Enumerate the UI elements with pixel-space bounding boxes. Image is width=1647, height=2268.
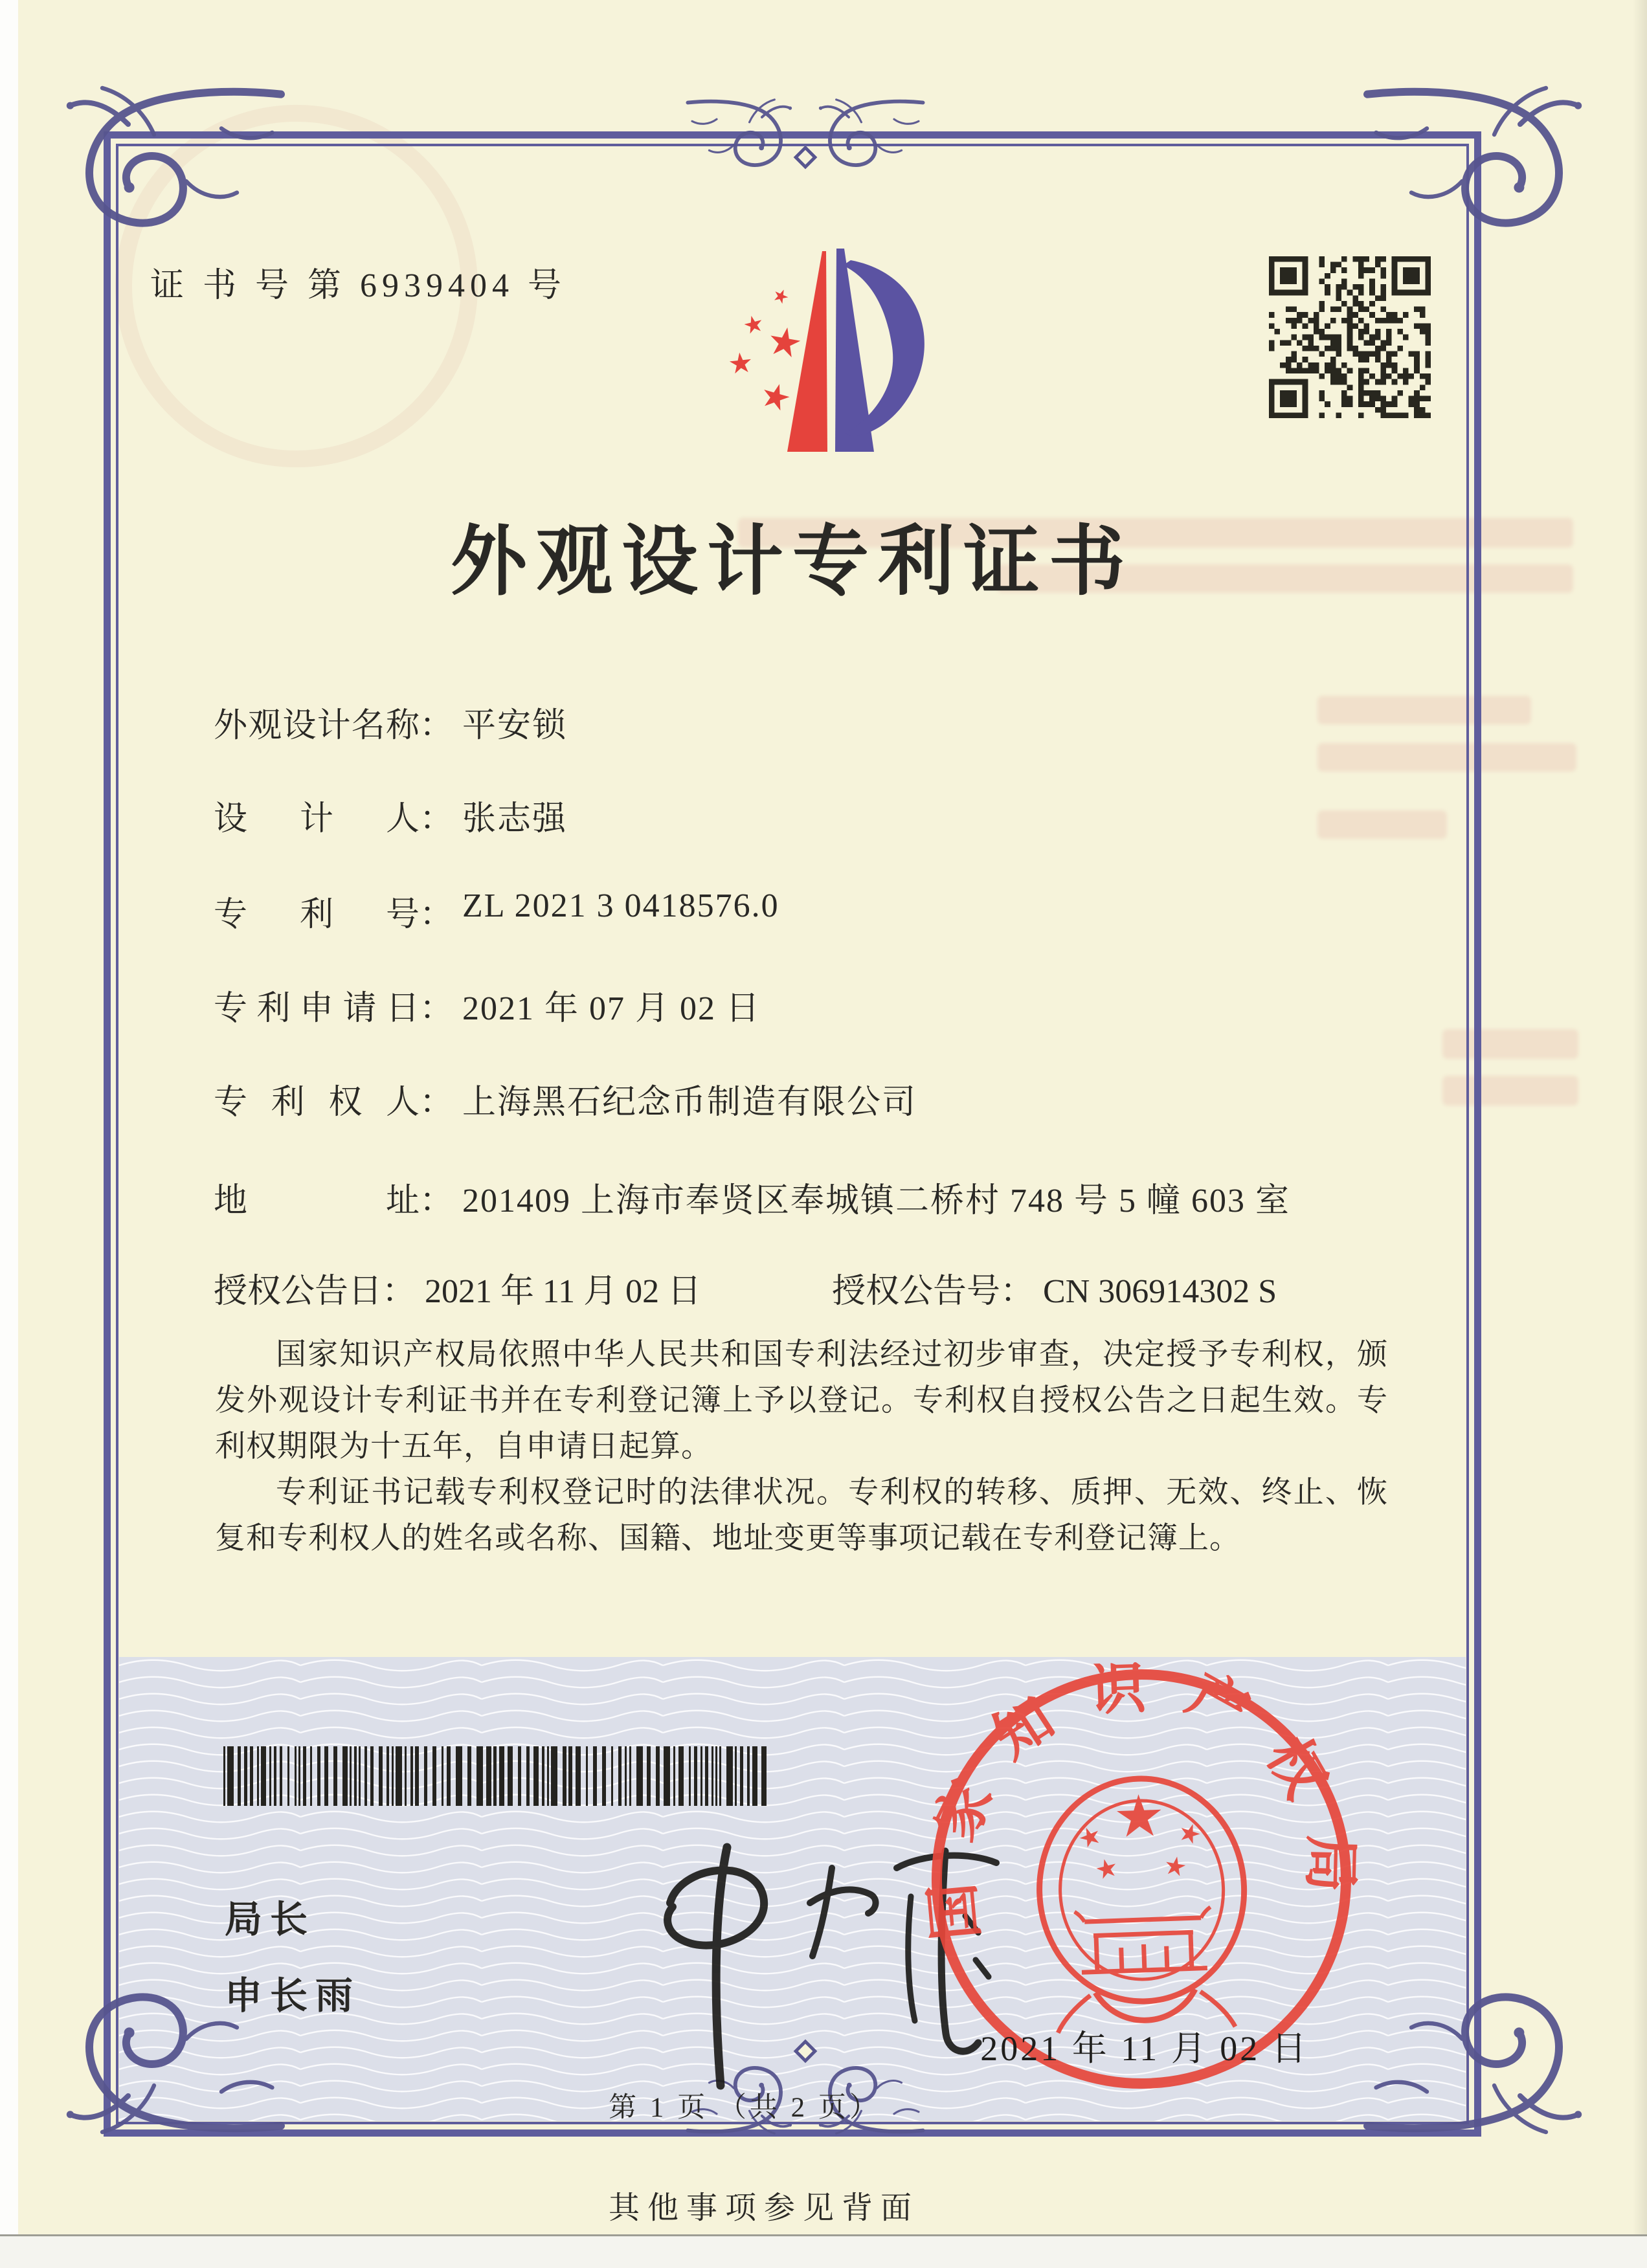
director-name: 申长雨 — [225, 1975, 361, 2017]
seal-ring-text: 国家知识产权局 — [918, 1656, 1362, 1943]
field-colon: ： — [1000, 1273, 1035, 1310]
qr-code-icon — [1269, 256, 1431, 418]
scan-edge-left — [0, 0, 18, 2268]
field-colon: ： — [420, 1084, 454, 1121]
svg-text:国家知识产权局 — [917, 1655, 1365, 1943]
field-label: 地 址 — [214, 1183, 420, 1219]
field-value: 上海黑石纪念币制造有限公司 — [462, 1084, 917, 1121]
certificate-number: 证 书 号 第 6939404 号 — [150, 267, 567, 304]
corner-flourish-top-right-icon — [1363, 83, 1584, 259]
grant-number-label: 授权公告号 — [832, 1273, 1001, 1310]
field-label: 专 利 权 人 — [214, 1084, 420, 1121]
back-note: 其他事项参见背面 — [608, 2191, 919, 2225]
grant-number-value: CN 306914302 S — [1043, 1273, 1277, 1310]
field-colon: ： — [420, 896, 454, 933]
field-value: 201409 上海市奉贤区奉城镇二桥村 748 号 5 幢 603 室 — [462, 1183, 1291, 1219]
grant-date-value: 2021 年 11 月 02 日 — [425, 1273, 702, 1310]
field-label: 设 计 人 — [214, 801, 420, 838]
field-label: 专 利 号 — [214, 896, 420, 933]
field-label: 专利申请日 — [214, 990, 420, 1027]
top-center-crest-icon — [675, 97, 804, 183]
field-label: 外观设计名称 — [214, 707, 420, 744]
field-row — [214, 1074, 917, 1121]
field-colon: ： — [420, 707, 454, 744]
seal-date: 2021 年 11 月 02 日 — [980, 2029, 1309, 2068]
field-row — [214, 1173, 1291, 1219]
field-value: 张志强 — [462, 801, 568, 838]
page-footer: 第 1 页 （共 2 页） — [609, 2093, 880, 2123]
grant-date-label: 授权公告日 — [214, 1273, 383, 1310]
cnipa-logo-icon — [724, 246, 932, 461]
field-value: ZL 2021 3 0418576.0 — [462, 887, 779, 924]
legal-paragraph-1: 国家知识产权局依照中华人民共和国专利法经过初步审查，决定授予专利权，颁发外观设计专利证书并在专利登记簿上予以登记。专利权自授权公告之日起生效。专利权期限为十五年，自申请日起算。 — [215, 1338, 1388, 1463]
field-row — [214, 698, 568, 744]
field-row — [214, 791, 568, 838]
top-center-crest-icon — [807, 97, 936, 183]
legal-paragraph-2: 专利证书记载专利权登记时的法律状况。专利权的转移、质押、无效、终止、恢复和专利权人的姓名或名称、国籍、地址变更等事项记载在专利登记簿上。 — [215, 1476, 1388, 1555]
field-colon: ： — [382, 1273, 416, 1310]
field-colon: ： — [420, 990, 454, 1027]
scan-edge-bottom — [0, 2234, 1647, 2268]
field-value: 2021 年 07 月 02 日 — [462, 990, 761, 1027]
field-value: 平安锁 — [462, 707, 568, 744]
corner-flourish-top-left-icon — [65, 83, 285, 259]
grant-date-row — [214, 1263, 701, 1312]
field-colon: ： — [420, 1183, 454, 1219]
field-row — [214, 887, 779, 933]
field-colon: ： — [420, 801, 454, 838]
director-title: 局长 — [225, 1898, 316, 1940]
barcode-icon — [223, 1746, 769, 1806]
legal-text — [215, 1332, 1388, 1562]
grant-number-row — [832, 1263, 1277, 1312]
page-title: 外观设计专利证书 — [450, 520, 1134, 605]
field-row — [214, 981, 761, 1027]
